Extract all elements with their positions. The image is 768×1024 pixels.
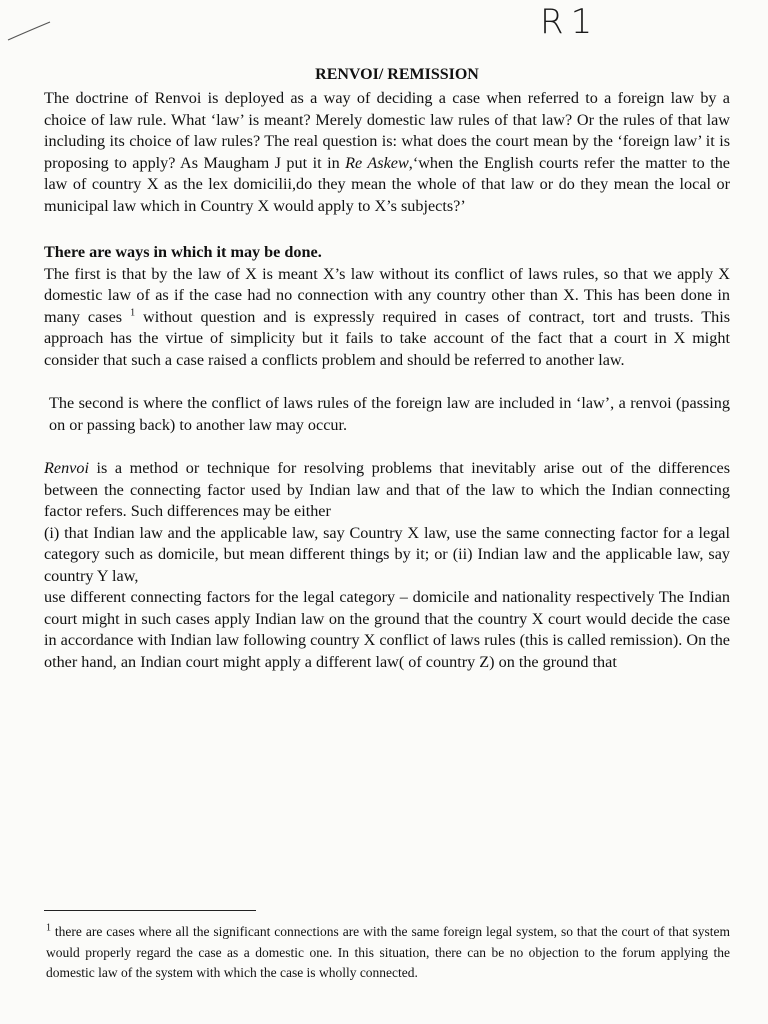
pen-stroke-mark xyxy=(6,18,52,44)
renvoi-definition-text: is a method or technique for resolving problems that inevitably arise out of the differences between the connecting factor used by Indian law and that of the law to which the Indian connecting factor refers. Such differences may be either xyxy=(44,459,730,520)
spacer xyxy=(44,217,730,242)
section-heading-ways: There are ways in which it may be done. xyxy=(44,243,322,261)
footnote xyxy=(46,922,730,984)
paragraph-connecting-factors: use different connecting factors for the legal category – domicile and nationality respectively The Indian court might in such cases apply Indian law on the ground that the country X court would decide the case in accordance with Indian law following country X conflict of laws rules (this is called remission). On the other hand, an Indian court might apply a different law( of country Z) on the ground that xyxy=(44,588,730,671)
intro-text-a: The doctrine of Renvoi is deployed as a way of deciding a case when referred to a foreign law by a choice of law rule. What ‘law’ is meant? Merely domestic law rules of that law? Or the rules of that law including its choice of law rules? The real question is: what does the court mean by the ‘foreign law’ it is proposing to apply? As Maugham J put it in xyxy=(44,89,730,172)
paragraph-renvoi-definition xyxy=(44,458,730,523)
intro-text-b: ,‘when the English courts refer the matter to the law of country X as the lex domicilii,do they mean the whole of that law or do they mean the local or municipal law which in Country X would apply to X’s subjects?’ xyxy=(44,153,730,215)
document-body xyxy=(44,66,730,673)
spacer xyxy=(44,436,730,458)
handwritten-page-mark: R1 xyxy=(540,2,600,42)
document-title: RENVOI/ REMISSION xyxy=(315,66,479,83)
spacer xyxy=(44,371,730,393)
paragraph-intro xyxy=(44,88,730,217)
footnote-reference[interactable]: 1 xyxy=(130,307,136,319)
footnote-marker: 1 xyxy=(46,922,51,934)
paragraph-differences: (i) that Indian law and the applicable law, say Country X law, use the same connecting factor for a legal category such as domicile, but mean different things by it; or (ii) Indian law and the applicable law, say country Y law, xyxy=(44,523,730,585)
first-approach-text-b: without question and is expressly required in cases of contract, tort and trusts. This approach has the virtue of simplicity but it fails to take account of the fact that a court in X might consider that such a case raised a conflicts problem and should be referred to another law. xyxy=(44,307,731,369)
case-name-re-askew: Re Askew xyxy=(345,153,409,172)
footnote-text: there are cases where all the significant connections are with the same foreign legal system, so that the court of that system would properly regard the case as a domestic one. In this situation, there can be no objection to the forum applying the domestic law of the system with which the case is wholly connected. xyxy=(46,924,730,980)
footnote-separator xyxy=(44,910,256,911)
paragraph-second-approach: The second is where the conflict of laws rules of the foreign law are included in ‘law’, a renvoi (passing on or passing back) to another law may occur. xyxy=(49,394,730,434)
paragraph-first-approach xyxy=(44,264,730,372)
first-approach-text-a: The first is that by the law of X is meant X’s law without its conflict of laws rules, so that we apply X domestic law of as if the case had no connection with any country other than X. This has been done in many cases xyxy=(44,264,730,326)
renvoi-term: Renvoi xyxy=(44,459,89,477)
